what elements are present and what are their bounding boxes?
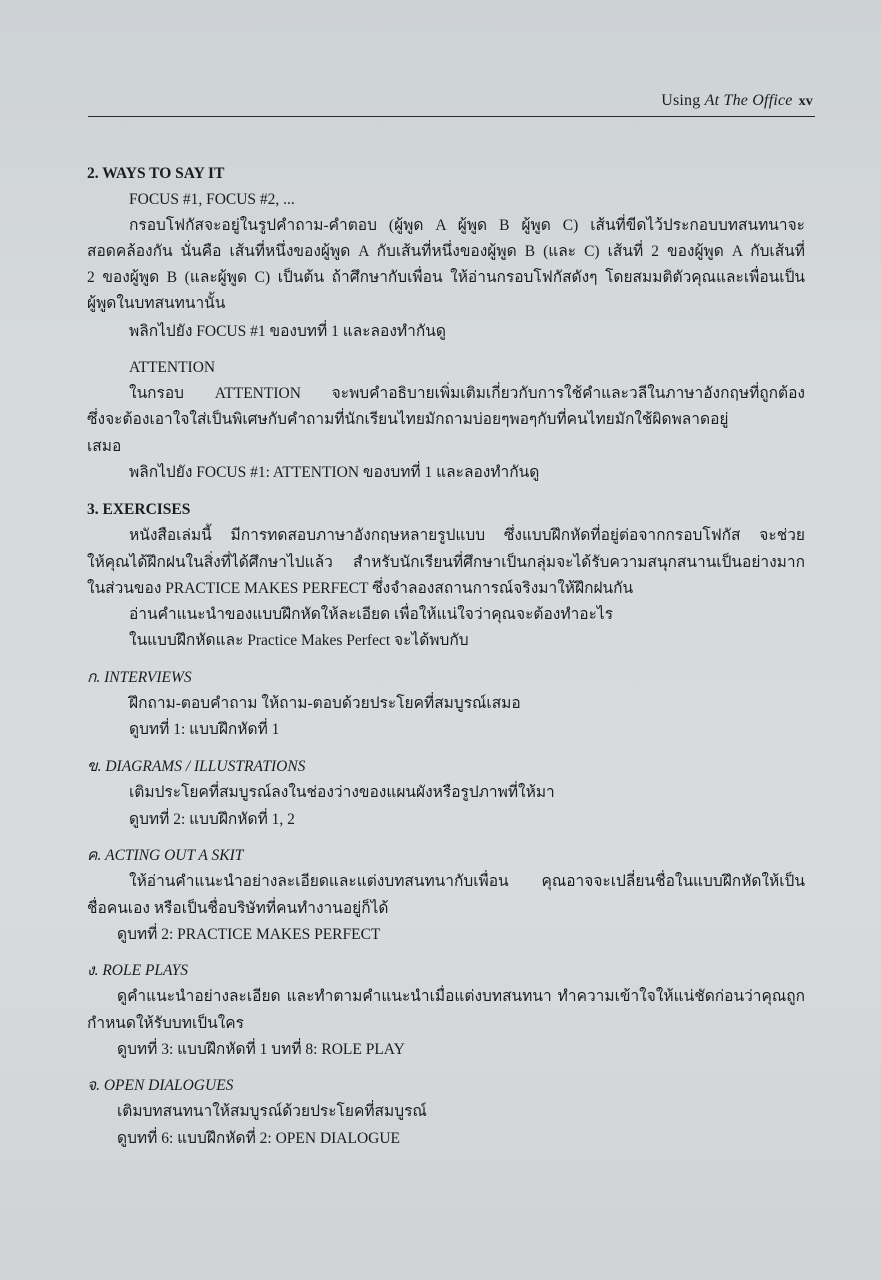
sub-e-line-1: เติมบทสนทนาให้สมบูรณ์ด้วยประโยคที่สมบูรณ์ [117,1103,427,1120]
running-header [88,90,815,117]
sub-d-title: ง. ROLE PLAYS [87,962,189,979]
s2-p1-line-1: กรอบโฟกัสจะอยู่ในรูปคำถาม-คำตอบ (ผู้พูด A ผู้พูด B ผู้พูด C) เส้นที่ขีดไว้ประกอบบทสนทนาจะ [129,217,805,234]
s3-p2: อ่านคำแนะนำของแบบฝึกหัดให้ละเอียด เพื่อให้แน่ใจว่าคุณจะต้องทำอะไร [129,606,614,623]
sub-d-line-1: ดูคำแนะนำอย่างละเอียด และทำตามคำแนะนำเมื่อแต่งบทสนทนา ทำความเข้าใจให้แน่ชัดก่อนว่าคุณถูก [117,988,805,1005]
s2-p2-line-1: ในกรอบ ATTENTION จะพบคำอธิบายเพิ่มเติมเกี่ยวกับการใช้คำและวลีในภาษาอังกฤษที่ถูกต้อง [129,385,805,402]
sub-b-line-1: เติมประโยคที่สมบูรณ์ลงในช่องว่างของแผนผังหรือรูปภาพที่ให้มา [129,784,555,801]
section-2-heading: 2. WAYS TO SAY IT [87,165,225,182]
sub-c-line-2: ชื่อคนเอง หรือเป็นชื่อบริษัทที่คนทำงานอยู่ก็ได้ [87,900,389,917]
sub-d-line-2: กำหนดให้รับบทเป็นใคร [87,1015,244,1032]
s3-p3: ในแบบฝึกหัดและ Practice Makes Perfect จะได้พบกับ [129,632,469,649]
sub-b-title: ข. DIAGRAMS / ILLUSTRATIONS [87,758,306,775]
attention-title: ATTENTION [129,359,216,376]
sub-b-ref: ดูบทที่ 2: แบบฝึกหัดที่ 1, 2 [129,811,295,828]
sub-e-ref: ดูบทที่ 6: แบบฝึกหัดที่ 2: OPEN DIALOGUE [117,1130,401,1147]
s2-p2-line-3: เสมอ [87,438,122,455]
s3-p1-line-3: ในส่วนของ PRACTICE MAKES PERFECT ซึ่งจำลองสถานการณ์จริงมาให้ฝึกฝนกัน [87,580,634,597]
s2-p1-line-3: 2 ของผู้พูด B (และผู้พูด C) เป็นต้น ถ้าศึกษากับเพื่อน ให้อ่านกรอบโฟกัสดังๆ โดยสมมติตัวคุณและเพื่อนเป็น [87,269,805,286]
sub-c-title: ค. ACTING OUT A SKIT [87,847,244,864]
s2-p2-note: พลิกไปยัง FOCUS #1: ATTENTION ของบทที่ 1 และลองทำกันดู [129,464,540,481]
sub-a-ref: ดูบทที่ 1: แบบฝึกหัดที่ 1 [129,721,280,738]
sub-a-title: ก. INTERVIEWS [87,669,192,686]
s2-p1-note: พลิกไปยัง FOCUS #1 ของบทที่ 1 และลองทำกันดู [129,323,446,340]
sub-c-ref: ดูบทที่ 2: PRACTICE MAKES PERFECT [117,926,381,943]
s3-p1-line-1: หนังสือเล่มนี้ มีการทดสอบภาษาอังกฤษหลายรูปแบบ ซึ่งแบบฝึกหัดที่อยู่ต่อจากกรอบโฟกัส จะช่วย [129,527,805,544]
page-number: xv [798,94,813,109]
header-book-title: At The Office [704,92,793,109]
s2-p2-line-2: ซึ่งจะต้องเอาใจใส่เป็นพิเศษกับคำถามที่นักเรียนไทยมักถามบ่อยๆพอๆกับที่คนไทยมักใช้ผิดพลาดอยู่ [87,411,729,428]
sub-d-ref: ดูบทที่ 3: แบบฝึกหัดที่ 1 บทที่ 8: ROLE PLAY [117,1041,405,1058]
header-text [661,92,813,110]
sub-a-line-1: ฝึกถาม-ตอบคำถาม ให้ถาม-ตอบด้วยประโยคที่สมบูรณ์เสมอ [129,695,521,712]
focus-line: FOCUS #1, FOCUS #2, ... [129,191,295,208]
s2-p1-line-4: ผู้พูดในบทสนทนานั้น [87,295,226,312]
s3-p1-line-2: ให้คุณได้ฝึกฝนในสิ่งที่ได้ศึกษาไปแล้ว สำหรับนักเรียนที่ศึกษาเป็นกลุ่มจะได้รับความสนุกสนานเป็นอย่างมาก [87,554,805,571]
s2-p1-line-2: สอดคล้องกัน นั่นคือ เส้นที่หนึ่งของผู้พูด A กับเส้นที่หนึ่งของผู้พูด B (และ C) เส้นที่ 2 ของผู้พูด A กับเส้นที่ [87,243,805,260]
sub-e-title: จ. OPEN DIALOGUES [87,1077,234,1094]
header-prefix: Using [661,92,705,109]
section-3-heading: 3. EXERCISES [87,501,191,518]
sub-c-line-1: ให้อ่านคำแนะนำอย่างละเอียดและแต่งบทสนทนากับเพื่อน คุณอาจจะเปลี่ยนชื่อในแบบฝึกหัดให้เป็น [129,873,805,890]
